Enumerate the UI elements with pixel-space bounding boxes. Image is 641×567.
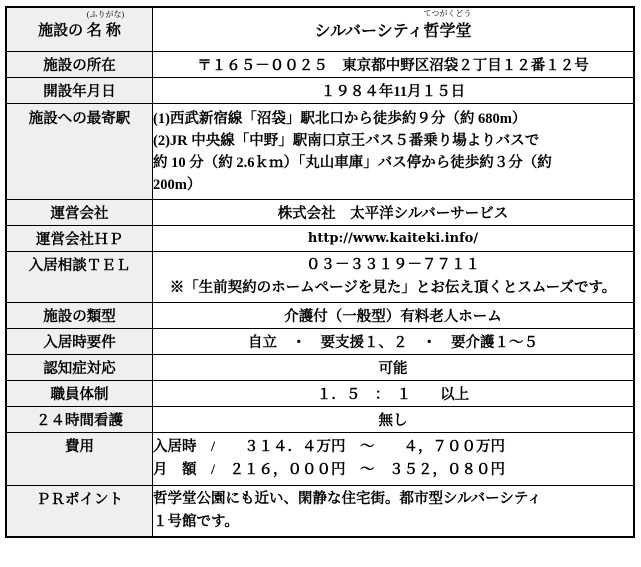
row-address <box>7 52 634 78</box>
value-cost <box>153 433 634 486</box>
row-homepage <box>7 226 634 252</box>
value-pr <box>153 486 634 537</box>
access-line-1: (1)西武新宿線「沼袋」駅北口から徒歩約９分（約 680m） <box>153 110 527 127</box>
contact-phone: ０３－３３１９－７７１１ <box>306 257 480 273</box>
value-requirements: 自立 ・ 要支援１、２ ・ 要介護１～５ <box>153 329 634 355</box>
value-facility-name <box>153 8 634 52</box>
pr-line-1: 哲学堂公園にも近い、閑静な住宅街。都市型シルバーシティ <box>153 491 542 507</box>
cost-line-monthly: 月 額 / ２１６，０００円 ～ ３５２，０８０円 <box>153 462 506 478</box>
contact-note: ※「生前契約のホームページを見た」とお伝え頂くとスムーズです。 <box>169 280 617 296</box>
access-line-3: 約 10 分（約 2.6ｋｍ）「丸山車庫」バス停から徒歩約３分（約 <box>153 154 552 171</box>
value-dementia: 可能 <box>153 355 634 381</box>
label-address: 施設の所在 <box>7 52 153 78</box>
facility-name-furigana: てつがくどう <box>423 9 472 18</box>
label-nursing: ２４時間看護 <box>7 407 153 433</box>
access-line-4: 200m） <box>153 176 202 193</box>
row-cost <box>7 433 634 486</box>
value-type: 介護付（一般型）有料老人ホーム <box>153 303 634 329</box>
value-address: 〒１６５－００２５ 東京都中野区沼袋２丁目１２番１２号 <box>153 52 634 78</box>
value-contact <box>153 252 634 303</box>
value-opened: １９８４年11月１５日 <box>153 78 634 104</box>
row-pr <box>7 486 634 537</box>
label-contact: 入居相談ＴＥＬ <box>7 252 153 303</box>
pr-line-2: １号館です。 <box>153 514 239 530</box>
row-contact <box>7 252 634 303</box>
row-dementia <box>7 355 634 381</box>
value-nursing: 無し <box>153 407 634 433</box>
label-type: 施設の類型 <box>7 303 153 329</box>
access-line-2: (2)JR 中央線「中野」駅南口京王バス５番乗り場よりバスで <box>153 132 540 149</box>
label-facility-name <box>7 8 153 52</box>
row-access <box>7 104 634 200</box>
cost-line-entry: 入居時 / ３１４．４万円 ～ ４，７００万円 <box>153 439 506 455</box>
label-homepage: 運営会社ＨＰ <box>7 226 153 252</box>
facility-name-label-prefix: 施設の <box>38 23 84 39</box>
row-staffing <box>7 381 634 407</box>
value-staffing: １．５ ： １ 以上 <box>153 381 634 407</box>
facility-name-label-char1: 名 <box>86 23 102 39</box>
label-pr: ＰＲポイント <box>7 486 153 537</box>
label-cost: 費用 <box>7 433 153 486</box>
value-access <box>153 104 634 200</box>
row-operator <box>7 200 634 226</box>
facility-name-label-char2: 称 <box>105 23 121 39</box>
facility-name-prefix: シルバーシティ <box>314 23 424 40</box>
row-nursing <box>7 407 634 433</box>
facility-name-label-ruby-group <box>86 10 125 40</box>
row-opened <box>7 78 634 104</box>
label-requirements: 入居時要件 <box>7 329 153 355</box>
facility-name-main-group <box>423 9 472 41</box>
label-operator: 運営会社 <box>7 200 153 226</box>
label-access: 施設への最寄駅 <box>7 104 153 200</box>
facility-name-main: 哲学堂 <box>423 23 472 40</box>
value-homepage <box>153 226 634 252</box>
label-opened: 開設年月日 <box>7 78 153 104</box>
homepage-link[interactable]: http://www.kaiteki.info/ <box>307 231 479 246</box>
furigana-label: (ふりがな) <box>86 10 125 19</box>
row-facility-name <box>7 8 634 52</box>
row-requirements <box>7 329 634 355</box>
label-staffing: 職員体制 <box>7 381 153 407</box>
facility-info-table <box>6 7 634 537</box>
facility-info-table-wrapper <box>5 6 635 538</box>
row-type <box>7 303 634 329</box>
label-dementia: 認知症対応 <box>7 355 153 381</box>
value-operator: 株式会社 太平洋シルバーサービス <box>153 200 634 226</box>
